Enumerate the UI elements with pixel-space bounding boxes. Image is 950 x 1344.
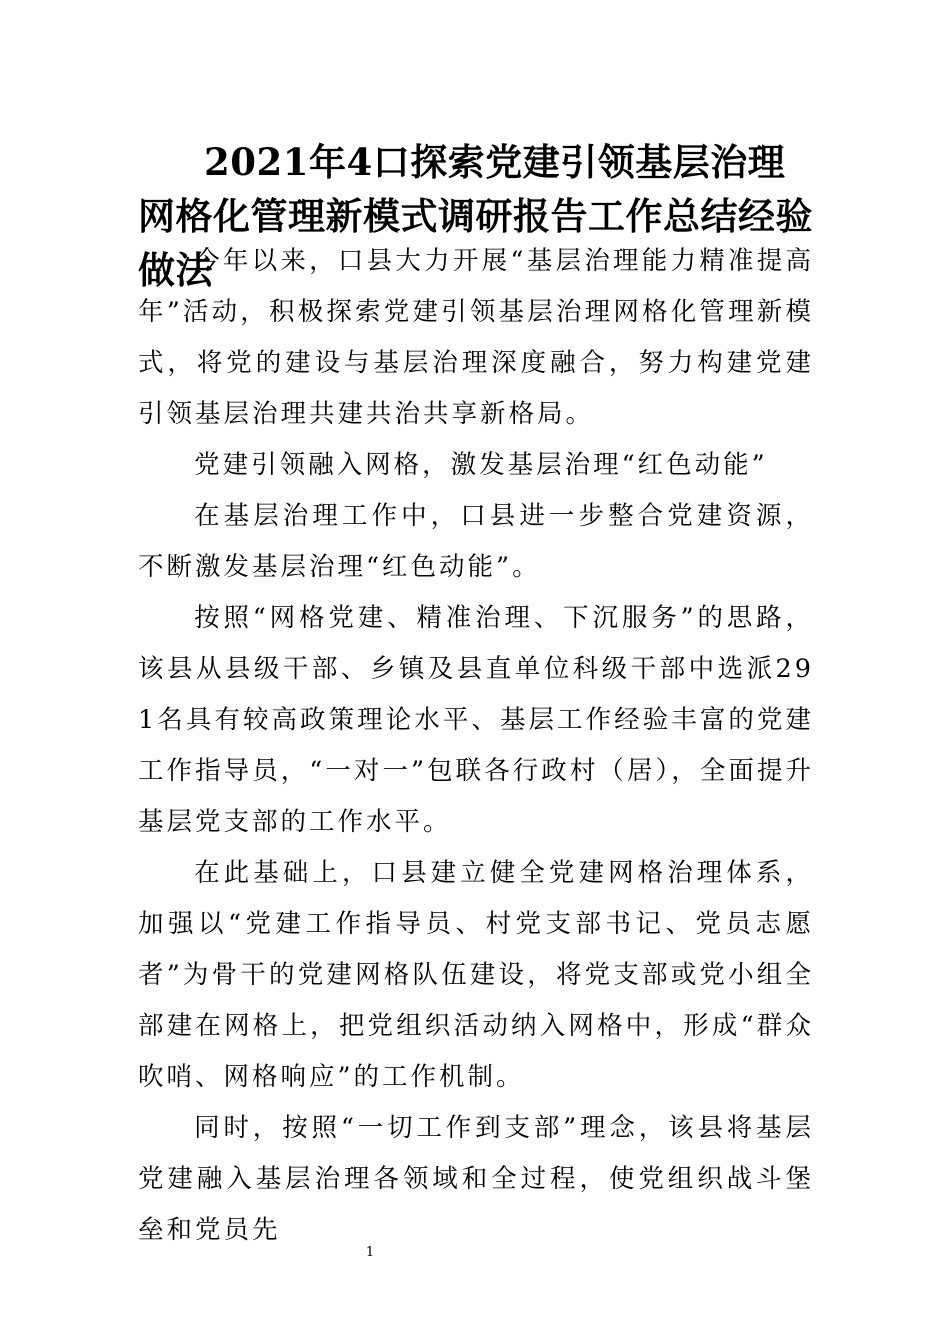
- page-number: 1: [365, 1245, 375, 1260]
- paragraph: 在此基础上，口县建立健全党建网格治理体系，加强以“党建工作指导员、村党支部书记、党员志愿者”为骨干的党建网格队伍建设，将党支部或党小组全部建在网格上，把党组织活动纳入网格中，形成“群众吹哨、网格响应”的工作机制。: [138, 858, 814, 1092]
- paragraph: 今年以来，口县大力开展“基层治理能力精准提高年”活动，积极探索党建引领基层治理网格化管理新模式，将党的建设与基层治理深度融合，努力构建党建引领基层治理共建共治共享新格局。: [138, 246, 814, 429]
- paragraph: 按照“网格党建、精准治理、下沉服务”的思路，该县从县级干部、乡镇及县直单位科级干部中选派291名具有较高政策理论水平、基层工作经验丰富的党建工作指导员，“一对一”包联各行政村（居），全面提升基层党支部的工作水平。: [138, 603, 814, 837]
- section-heading: 党建引领融入网格，激发基层治理“红色动能”: [194, 450, 768, 480]
- document-title: 2021年4口探索党建引领基层治理网格化管理新模式调研报告工作总结经验做法: [138, 140, 813, 292]
- paragraph: 在基层治理工作中，口县进一步整合党建资源，不断激发基层治理“红色动能”。: [138, 501, 814, 582]
- paragraph: 同时，按照“一切工作到支部”理念，该县将基层党建融入基层治理各领域和全过程，使党组织战斗堡垒和党员先: [138, 1113, 814, 1245]
- document-body: [138, 236, 814, 1256]
